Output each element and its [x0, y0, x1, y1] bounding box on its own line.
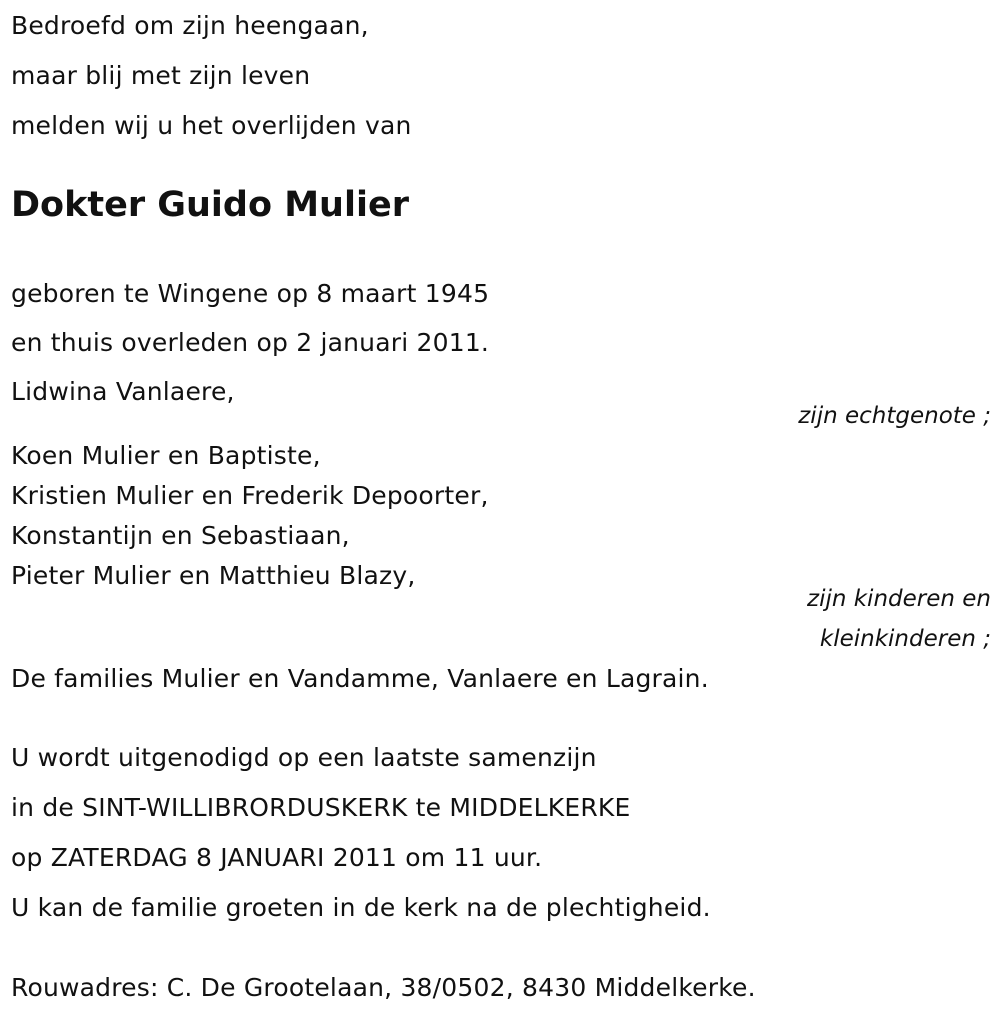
ceremony-line-3: op ZATERDAG 8 JANUARI 2011 om 11 uur. — [11, 843, 543, 872]
ceremony-line-1: U wordt uitgenodigd op een laatste samenzijn — [11, 743, 597, 772]
spouse-relation: zijn echtgenote ; — [798, 403, 991, 429]
birth-line: geboren te Wingene op 8 maart 1945 — [11, 279, 490, 308]
child-line-4: Pieter Mulier en Matthieu Blazy, — [11, 561, 416, 590]
ceremony-line-2: in de SINT-WILLIBRORDUSKERK te MIDDELKERKE — [11, 793, 631, 822]
deceased-name: Dokter Guido Mulier — [11, 185, 409, 225]
child-line-2: Kristien Mulier en Frederik Depoorter, — [11, 481, 489, 510]
spouse-name: Lidwina Vanlaere, — [11, 377, 235, 406]
children-relation-2: kleinkinderen ; — [819, 626, 991, 652]
death-line: en thuis overleden op 2 januari 2011. — [11, 328, 490, 357]
intro-line-1: Bedroefd om zijn heengaan, — [11, 11, 369, 40]
intro-line-3: melden wij u het overlijden van — [11, 111, 412, 140]
mourning-address: Rouwadres: C. De Grootelaan, 38/0502, 8430 Middelkerke. — [11, 973, 756, 1002]
families-line: De families Mulier en Vandamme, Vanlaere en Lagrain. — [11, 664, 709, 693]
ceremony-line-4: U kan de familie groeten in de kerk na de plechtigheid. — [11, 893, 711, 922]
child-line-1: Koen Mulier en Baptiste, — [11, 441, 321, 470]
children-relation-1: zijn kinderen en — [807, 586, 991, 612]
child-line-3: Konstantijn en Sebastiaan, — [11, 521, 350, 550]
intro-line-2: maar blij met zijn leven — [11, 61, 311, 90]
